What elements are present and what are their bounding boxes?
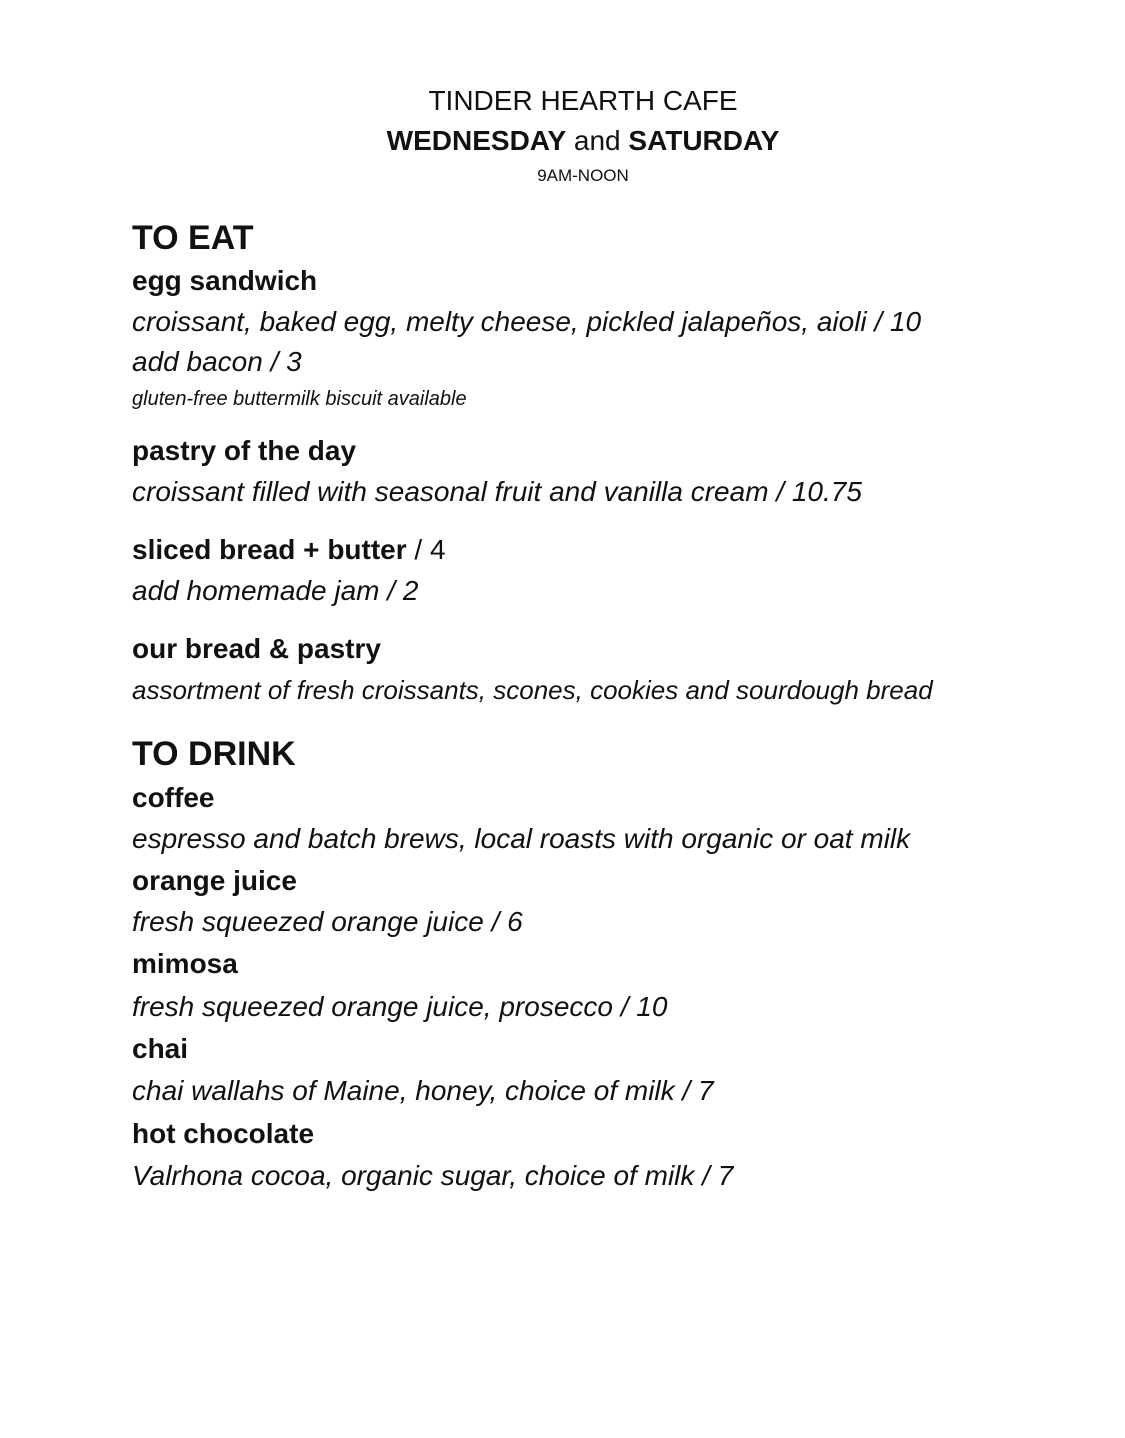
item-desc-orange-juice: fresh squeezed orange juice / 6 xyxy=(132,906,523,937)
day-saturday: SATURDAY xyxy=(628,125,780,156)
item-desc-mimosa: fresh squeezed orange juice, prosecco / 10 xyxy=(132,991,668,1022)
item-name-coffee: coffee xyxy=(132,782,215,813)
item-desc-coffee: espresso and batch brews, local roasts with organic or oat milk xyxy=(132,823,911,854)
days-line xyxy=(0,124,1125,158)
item-name-pastry-of-the-day: pastry of the day xyxy=(132,435,357,466)
item-note-gluten-free: gluten-free buttermilk biscuit available xyxy=(132,388,467,410)
item-name-chai: chai xyxy=(132,1033,189,1064)
item-name-egg-sandwich: egg sandwich xyxy=(132,265,318,296)
section-title-to-drink: TO DRINK xyxy=(132,735,296,773)
day-wednesday: WEDNESDAY xyxy=(386,125,567,156)
item-name-mimosa: mimosa xyxy=(132,948,238,979)
sliced-bread-label: sliced bread + butter xyxy=(132,534,407,565)
item-name-orange-juice: orange juice xyxy=(132,865,297,896)
hours: 9AM-NOON xyxy=(537,166,629,185)
item-addon-bacon: add bacon / 3 xyxy=(132,346,302,377)
cafe-name: TINDER HEARTH CAFE xyxy=(428,85,738,116)
item-desc-hot-chocolate: Valrhona cocoa, organic sugar, choice of milk / 7 xyxy=(132,1160,734,1191)
item-desc-chai: chai wallahs of Maine, honey, choice of milk / 7 xyxy=(132,1075,714,1106)
item-desc-our-bread-pastry: assortment of fresh croissants, scones, cookies and sourdough bread xyxy=(132,675,933,705)
item-desc-egg-sandwich: croissant, baked egg, melty cheese, pickled jalapeños, aioli / 10 xyxy=(132,306,922,337)
item-name-sliced-bread xyxy=(132,533,446,567)
item-name-hot-chocolate: hot chocolate xyxy=(132,1118,315,1149)
sliced-bread-price: / 4 xyxy=(406,534,446,565)
days-connector: and xyxy=(566,125,629,156)
item-name-our-bread-pastry: our bread & pastry xyxy=(132,633,381,664)
item-desc-pastry-of-the-day: croissant filled with seasonal fruit and vanilla cream / 10.75 xyxy=(132,476,862,507)
item-addon-jam: add homemade jam / 2 xyxy=(132,575,419,606)
section-title-to-eat: TO EAT xyxy=(132,219,254,257)
